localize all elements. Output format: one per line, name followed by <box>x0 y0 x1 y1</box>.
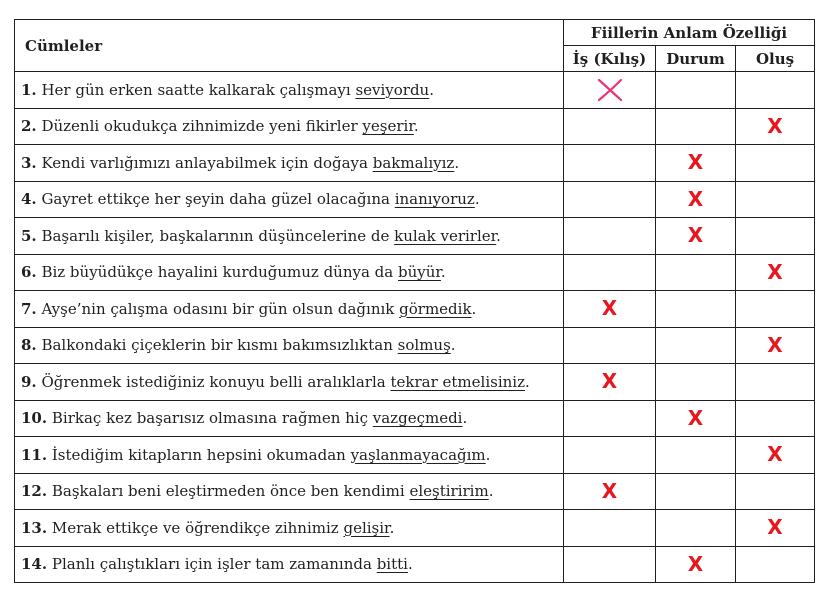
sentence-end: . <box>488 482 494 501</box>
sentence-text: Biz büyüdükçe hayalini kurduğumuz dünya da <box>36 263 398 282</box>
mark-cell-durum <box>656 218 736 255</box>
sentence-text: Öğrenmek istediğiniz konuyu belli aralıklarla <box>36 372 391 391</box>
sentence-cell <box>15 400 564 437</box>
mark-cell-olus <box>736 218 815 255</box>
group-header-verb-meaning: Fiillerin Anlam Özelliği <box>564 20 815 46</box>
sentence-number: 14. <box>21 555 48 574</box>
underlined-verb: görmedik <box>399 299 472 318</box>
cross-mark-icon: X <box>601 296 618 321</box>
mark-cell-durum <box>656 291 736 328</box>
mark-cell-olus <box>736 72 815 109</box>
cross-mark-icon: X <box>601 478 618 503</box>
mark-cell-durum <box>656 400 736 437</box>
underlined-verb: büyür <box>398 263 441 282</box>
column-header-olus: Oluş <box>736 46 815 72</box>
sentence-text: Planlı çalıştıkları için işler tam zamanında <box>47 555 377 574</box>
mark-cell-olus <box>736 181 815 218</box>
sentence-number: 2. <box>21 117 37 136</box>
underlined-verb: yeşerir <box>362 117 414 136</box>
sentence-number: 3. <box>21 153 37 172</box>
sentence-text: Birkaç kez başarısız olmasına rağmen hiç <box>47 409 373 428</box>
sentence-end: . <box>450 336 456 355</box>
underlined-verb: solmuş <box>397 336 451 355</box>
sentence-end: . <box>389 518 395 537</box>
sentence-number: 10. <box>21 409 48 428</box>
mark-cell-is <box>564 254 656 291</box>
mark-cell-olus <box>736 108 815 145</box>
cross-mark-icon: X <box>767 332 783 357</box>
table-row <box>15 473 815 510</box>
verb-meaning-table <box>14 19 815 583</box>
cross-mark-icon: X <box>767 515 783 540</box>
mark-cell-is <box>564 145 656 182</box>
sentence-number: 11. <box>21 445 48 464</box>
mark-cell-durum <box>656 108 736 145</box>
sentence-text: Ayşe’nin çalışma odasını bir gün olsun dağınık <box>36 299 400 318</box>
underlined-verb: inanıyoruz <box>394 190 475 209</box>
underlined-verb: kulak verirler <box>394 226 497 245</box>
cross-mark-icon: X <box>687 223 704 248</box>
mark-cell-durum <box>656 437 736 474</box>
table-row <box>15 437 815 474</box>
sentence-end: . <box>454 153 460 172</box>
table-row <box>15 181 815 218</box>
sentence-text: Kendi varlığımızı anlayabilmek için doğaya <box>36 153 373 172</box>
sentence-end: . <box>429 80 435 99</box>
table-row <box>15 510 815 547</box>
sentence-text: Her gün erken saatte kalkarak çalışmayı <box>36 80 356 99</box>
sentence-end: . <box>471 299 477 318</box>
table-row <box>15 400 815 437</box>
underlined-verb: bitti <box>376 555 408 574</box>
mark-cell-durum <box>656 181 736 218</box>
table-row <box>15 364 815 401</box>
mark-cell-durum <box>656 254 736 291</box>
sentence-cell <box>15 254 564 291</box>
underlined-verb: vazgeçmedi <box>372 409 463 428</box>
sentence-cell <box>15 437 564 474</box>
mark-cell-is <box>564 291 656 328</box>
sentence-text: Merak ettikçe ve öğrendikçe zihnimiz <box>47 518 344 537</box>
sentence-number: 8. <box>21 336 37 355</box>
sentence-text: Başkaları beni eleştirmeden önce ben kendimi <box>47 482 410 501</box>
cross-mark-icon: X <box>767 113 783 138</box>
mark-cell-olus <box>736 291 815 328</box>
sentence-end: . <box>440 263 446 282</box>
sentence-number: 5. <box>21 226 37 245</box>
sentence-number: 6. <box>21 263 37 282</box>
sentence-cell <box>15 218 564 255</box>
sentence-cell <box>15 181 564 218</box>
cross-mark-icon: X <box>687 551 704 576</box>
sentence-cell <box>15 291 564 328</box>
sentence-number: 4. <box>21 190 37 209</box>
sentence-cell <box>15 108 564 145</box>
cross-mark-icon: X <box>601 369 618 394</box>
cross-mark-icon: X <box>767 259 783 284</box>
mark-cell-durum <box>656 327 736 364</box>
sentence-cell <box>15 72 564 109</box>
table-row <box>15 145 815 182</box>
mark-cell-durum <box>656 364 736 401</box>
mark-cell-durum <box>656 145 736 182</box>
mark-cell-durum <box>656 473 736 510</box>
mark-cell-is <box>564 400 656 437</box>
sentence-cell <box>15 145 564 182</box>
mark-cell-is <box>564 437 656 474</box>
sentence-text: Gayret ettikçe her şeyin daha güzel olacağına <box>36 190 395 209</box>
sentence-end: . <box>525 372 530 391</box>
sentence-cell <box>15 546 564 583</box>
mark-cell-olus <box>736 254 815 291</box>
sentence-end: . <box>407 555 413 574</box>
mark-cell-is <box>564 327 656 364</box>
mark-cell-olus <box>736 546 815 583</box>
pink-cross-mark-icon <box>595 77 625 103</box>
mark-cell-durum <box>656 72 736 109</box>
sentence-number: 7. <box>21 299 37 318</box>
sentence-number: 12. <box>21 482 48 501</box>
sentence-cell <box>15 327 564 364</box>
column-header-sentences: Cümleler <box>15 20 564 72</box>
mark-cell-olus <box>736 400 815 437</box>
mark-cell-is <box>564 181 656 218</box>
table-row <box>15 546 815 583</box>
mark-cell-olus <box>736 437 815 474</box>
sentence-number: 1. <box>21 80 37 99</box>
table-row <box>15 327 815 364</box>
sentence-number: 13. <box>21 518 48 537</box>
mark-cell-durum <box>656 546 736 583</box>
cross-mark-icon: X <box>687 150 704 175</box>
table-row <box>15 218 815 255</box>
mark-cell-is <box>564 218 656 255</box>
mark-cell-olus <box>736 364 815 401</box>
table-row <box>15 72 815 109</box>
column-header-durum: Durum <box>656 46 736 72</box>
mark-cell-is <box>564 546 656 583</box>
sentence-text: Düzenli okudukça zihnimizde yeni fikirler <box>36 117 363 136</box>
table-row <box>15 291 815 328</box>
cross-mark-icon: X <box>687 405 704 430</box>
mark-cell-is <box>564 510 656 547</box>
cross-mark-icon: X <box>687 186 704 211</box>
mark-cell-is <box>564 473 656 510</box>
mark-cell-olus <box>736 327 815 364</box>
underlined-verb: gelişir <box>343 518 390 537</box>
sentence-end: . <box>413 117 419 136</box>
column-header-is: İş (Kılış) <box>564 46 656 72</box>
table-row <box>15 254 815 291</box>
sentence-cell <box>15 364 564 401</box>
sentence-cell <box>15 473 564 510</box>
sentence-text: Başarılı kişiler, başkalarının düşüncelerine de <box>36 226 395 245</box>
sentence-cell <box>15 510 564 547</box>
sentence-text: İstediğim kitapların hepsini okumadan <box>47 445 351 464</box>
mark-cell-olus <box>736 510 815 547</box>
mark-cell-is <box>564 364 656 401</box>
sentence-number: 9. <box>21 372 37 391</box>
underlined-verb: eleştiririm <box>409 482 489 501</box>
sentence-end: . <box>496 226 501 245</box>
mark-cell-olus <box>736 473 815 510</box>
mark-cell-durum <box>656 510 736 547</box>
mark-cell-is <box>564 72 656 109</box>
underlined-verb: seviyordu <box>355 80 430 99</box>
mark-cell-is <box>564 108 656 145</box>
sentence-end: . <box>462 409 468 428</box>
table-row <box>15 108 815 145</box>
cross-mark-icon: X <box>767 442 783 467</box>
underlined-verb: tekrar etmelisiniz <box>390 372 525 391</box>
underlined-verb: bakmalıyız <box>372 153 455 172</box>
underlined-verb: yaşlanmayacağım <box>350 445 486 464</box>
sentence-end: . <box>485 445 491 464</box>
mark-cell-olus <box>736 145 815 182</box>
sentence-end: . <box>474 190 480 209</box>
sentence-text: Balkondaki çiçeklerin bir kısmı bakımsızlıktan <box>36 336 398 355</box>
